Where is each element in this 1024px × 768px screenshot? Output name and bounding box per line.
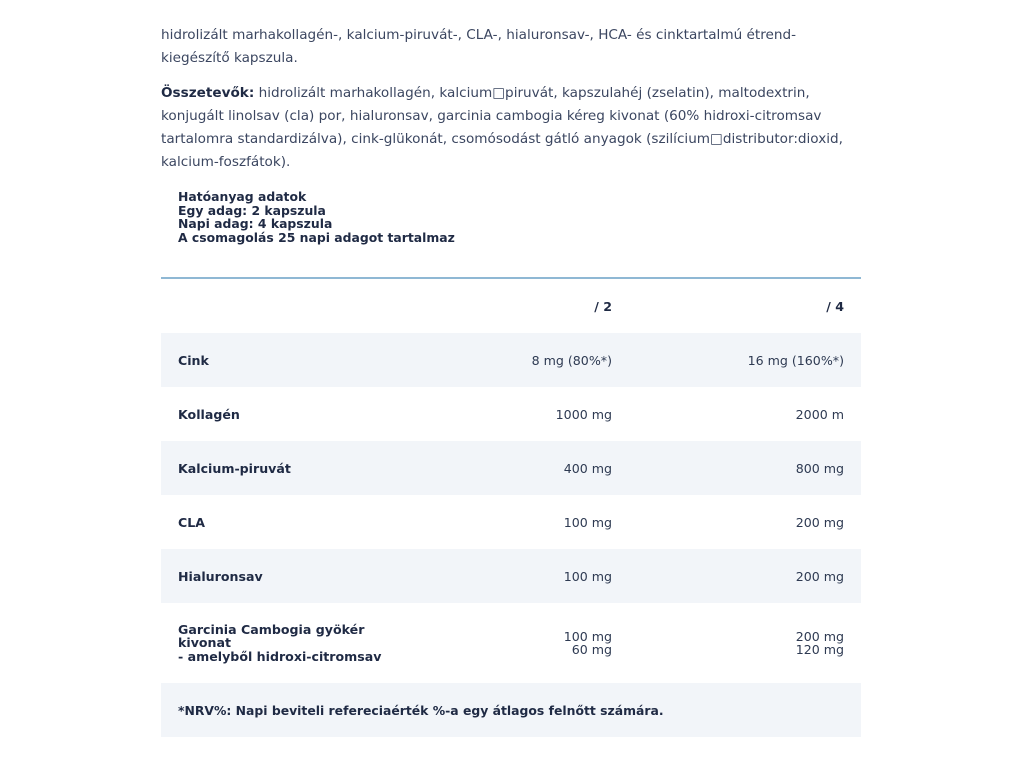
table-row xyxy=(161,549,861,603)
nrv-footnote xyxy=(161,683,861,737)
garcinia-name-line: - amelyből hidroxi-citromsav xyxy=(178,648,382,664)
row-name: Hialuronsav xyxy=(178,568,263,584)
garcinia-per-2-value: 100 mg xyxy=(563,628,612,644)
row-per-2 xyxy=(462,603,612,683)
row-per-4 xyxy=(694,603,844,683)
header-per-2: / 2 xyxy=(594,298,612,314)
row-per-2: 1000 mg xyxy=(555,406,612,422)
row-per-4: 800 mg xyxy=(795,460,844,476)
table-row xyxy=(161,495,861,549)
ingredients-label: Összetevők: xyxy=(161,85,255,101)
row-name: Kollagén xyxy=(178,406,240,422)
product-content xyxy=(161,24,861,718)
daily-dose: Napi adag: 4 kapszula xyxy=(178,216,333,232)
table-row-garcinia xyxy=(161,603,861,683)
garcinia-per-4-value: 200 mg xyxy=(795,628,844,644)
header-per-4: / 4 xyxy=(826,298,844,314)
hca-per-4-value: 120 mg xyxy=(795,642,844,657)
row-name xyxy=(178,603,382,683)
row-name: CLA xyxy=(178,514,206,530)
package-days: A csomagolás 25 napi adagot tartalmaz xyxy=(178,229,455,245)
row-per-2: 100 mg xyxy=(563,514,612,530)
nrv-footnote-text: *NRV%: Napi beviteli refereciaérték %-a egy átlagos felnőtt számára. xyxy=(178,702,664,718)
ingredients-text: hidrolizált marhakollagén, kalcium□piruvát, kapszulahéj (zselatin), maltodextrin, konjugált linolsav (cla) por, hialuronsav, garcinia cambogia kéreg kivonat (60% hidroxi-citromsav tartalomra standardizálva), cink-glükonát, csomósodást gátló anyagok (szilícium□distributor:dioxid, kalcium-foszfátok). xyxy=(161,85,843,170)
table-row xyxy=(161,441,861,495)
garcinia-name-line: kivonat xyxy=(178,635,232,651)
row-per-2: 8 mg (80%*) xyxy=(531,352,612,368)
nutrition-table xyxy=(161,279,861,737)
row-per-4: 16 mg (160%*) xyxy=(747,352,844,368)
row-per-2: 400 mg xyxy=(563,460,612,476)
row-per-4: 200 mg xyxy=(795,514,844,530)
active-data-title: Hatóanyag adatok xyxy=(178,189,307,204)
product-description: hidrolizált marhakollagén-, kalcium-piruvát-, CLA-, hialuronsav-, HCA- és cinktartalmú étrend-kiegészítő kapszula. xyxy=(161,27,797,66)
row-name: Cink xyxy=(178,352,209,368)
row-name: Kalcium-piruvát xyxy=(178,460,291,476)
table-row xyxy=(161,333,861,387)
hca-per-2-value: 60 mg xyxy=(571,642,612,657)
row-per-4: 200 mg xyxy=(795,568,844,584)
table-row xyxy=(161,387,861,441)
table-header-row xyxy=(161,279,861,333)
ingredients-paragraph xyxy=(161,82,861,174)
row-per-4: 2000 m xyxy=(795,406,844,422)
garcinia-name-line: Garcinia Cambogia gyökér xyxy=(178,622,365,638)
row-per-2: 100 mg xyxy=(563,568,612,584)
serving-size: Egy adag: 2 kapszula xyxy=(178,202,326,218)
active-ingredient-data xyxy=(178,190,861,244)
